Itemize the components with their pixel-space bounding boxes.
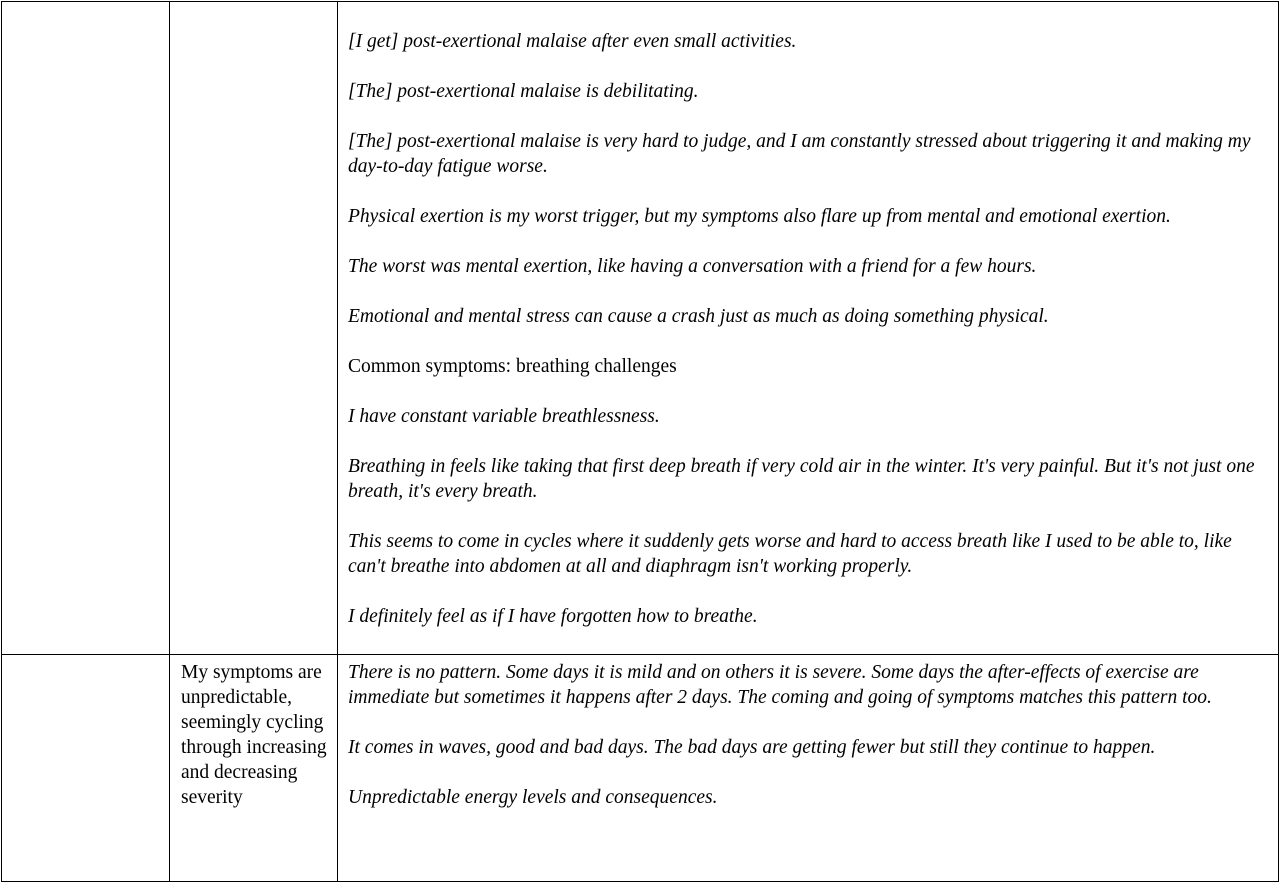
subtheme-cell: [170, 2, 338, 655]
theme-cell: [2, 655, 170, 882]
quote: Physical exertion is my worst trigger, but my symptoms also flare up from mental and emotional exertion.: [348, 206, 1171, 227]
quote: I definitely feel as if I have forgotten how to breathe.: [348, 606, 758, 627]
table-row: [2, 655, 1279, 882]
section-heading: Common symptoms: breathing challenges: [348, 356, 677, 377]
quote: I have constant variable breathlessness.: [348, 406, 660, 427]
quote: Breathing in feels like taking that first deep breath if very cold air in the winter. It's very painful. But it's not just one breath, it's every breath.: [348, 456, 1255, 502]
quote: The worst was mental exertion, like having a conversation with a friend for a few hours.: [348, 256, 1037, 277]
quotes-cell: [338, 2, 1279, 655]
subtheme-text: [170, 2, 337, 29]
subtheme-cell: [170, 655, 338, 882]
subtheme-text: My symptoms are unpredictable, seemingly cycling through increasing and decreasing severity: [181, 662, 327, 808]
quote: Emotional and mental stress can cause a crash just as much as doing something physical.: [348, 306, 1049, 327]
quote: This seems to come in cycles where it suddenly gets worse and hard to access breath like I used to be able to, like can't breathe into abdomen at all and diaphragm isn't working properly.: [348, 531, 1232, 577]
quotes-cell: [338, 655, 1279, 882]
quote: Unpredictable energy levels and consequences.: [348, 787, 718, 808]
theme-cell: [2, 2, 170, 655]
quote: There is no pattern. Some days it is mild and on others it is severe. Some days the after-effects of exercise are immediate but sometimes it happens after 2 days. The coming and going of symptoms matches this pattern too.: [348, 662, 1212, 708]
theme-text: [2, 2, 169, 29]
quotes-table: [1, 1, 1279, 882]
quote: [I get] post-exertional malaise after even small activities.: [348, 31, 797, 52]
table-row: [2, 2, 1279, 655]
theme-text: [2, 655, 169, 660]
quote: [The] post-exertional malaise is very hard to judge, and I am constantly stressed about triggering it and making my day-to-day fatigue worse.: [348, 131, 1251, 177]
quote: [The] post-exertional malaise is debilitating.: [348, 81, 699, 102]
quote: It comes in waves, good and bad days. The bad days are getting fewer but still they continue to happen.: [348, 737, 1156, 758]
